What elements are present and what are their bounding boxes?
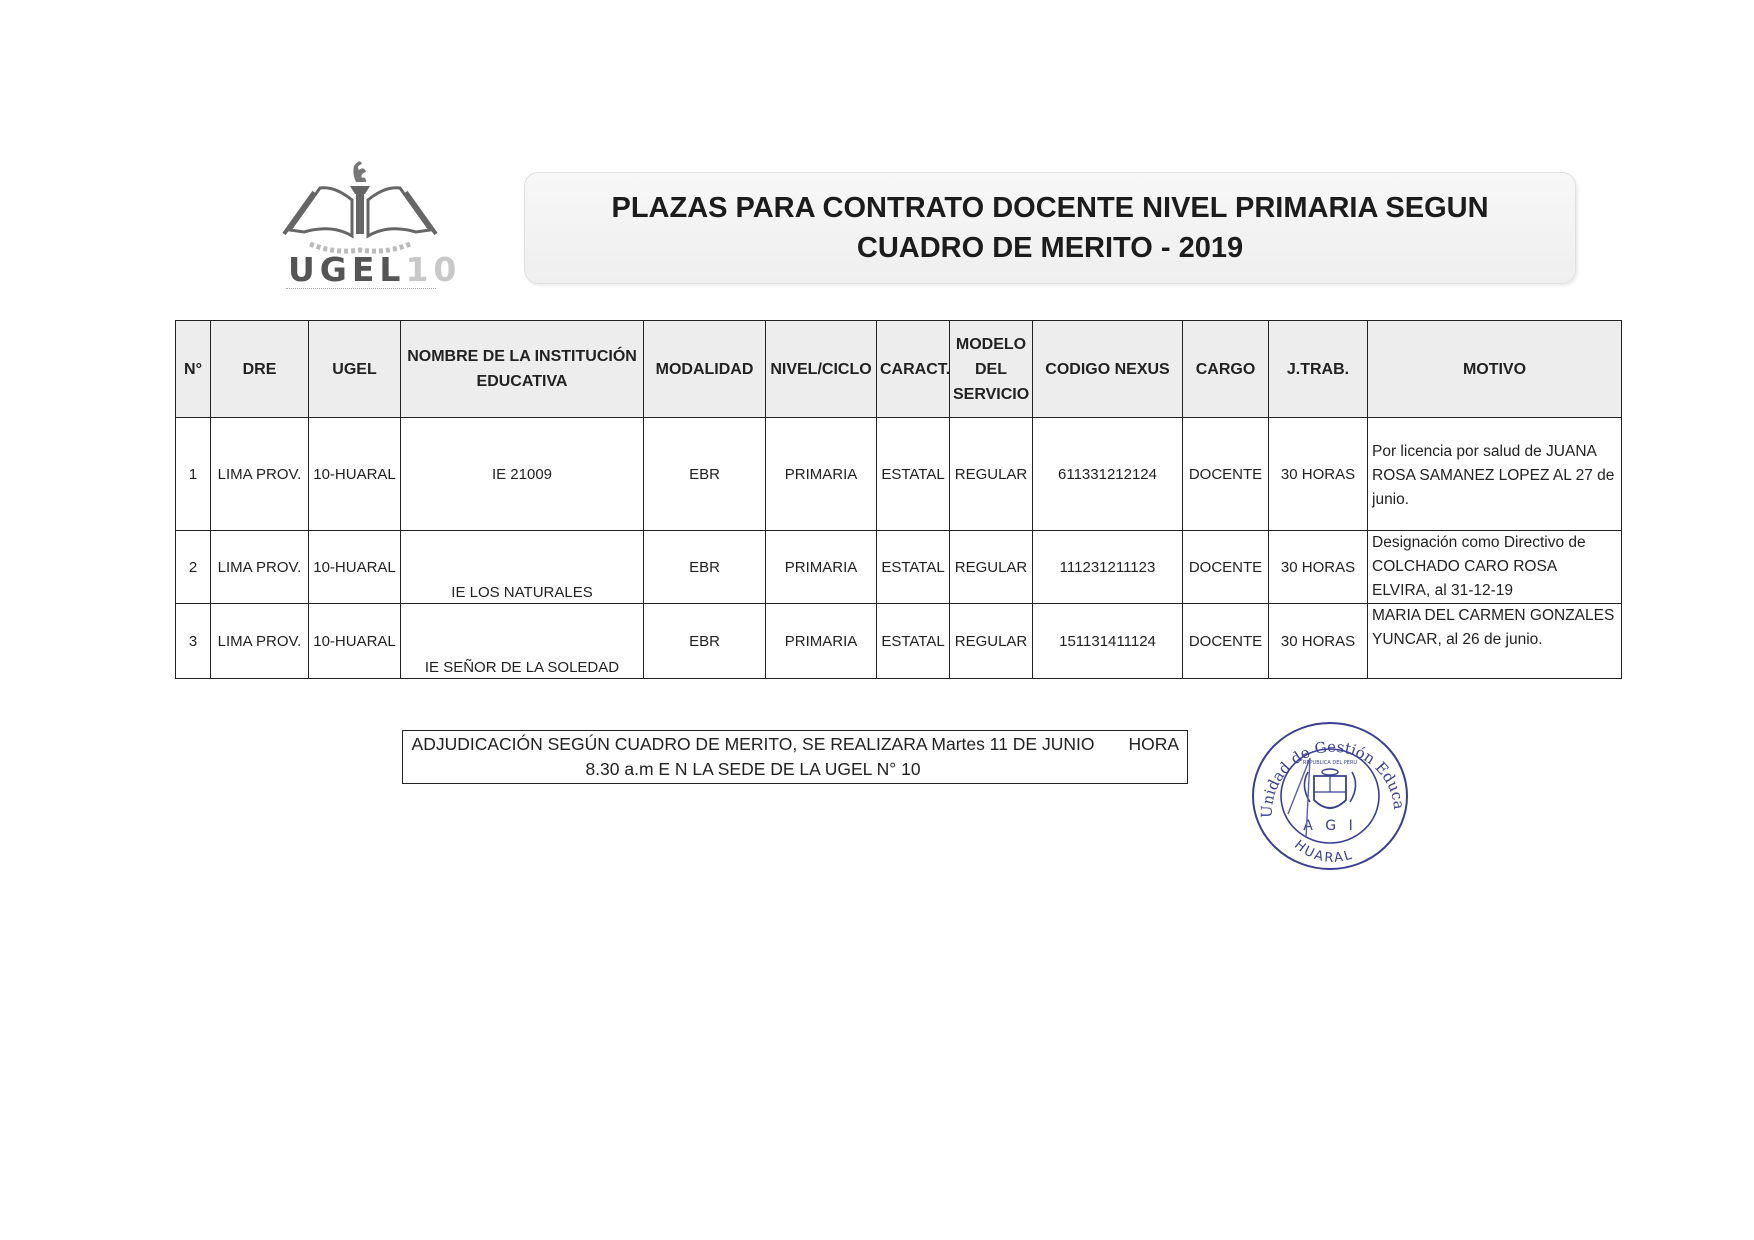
- header-modalidad: MODALIDAD: [644, 321, 766, 418]
- cell-ugel: 10-HUARAL: [309, 531, 401, 604]
- ugel-logo: [280, 158, 462, 292]
- cell-n: 3: [176, 604, 211, 679]
- cell-jtrab: 30 HORAS: [1269, 531, 1368, 604]
- adjudicacion-text: ADJUDICACIÓN SEGÚN CUADRO DE MERITO, SE REALIZARA Martes 11 DE JUNIO 8.30 a.m E N LA SEDE DE LA UGEL N° 10: [411, 734, 1095, 779]
- cell-modalidad: EBR: [644, 418, 766, 531]
- cell-ugel: 10-HUARAL: [309, 604, 401, 679]
- svg-text:Unidad de Gestión Educativa Lo: [1248, 718, 1408, 818]
- cell-motivo: Designación como Directivo de COLCHADO CARO ROSA ELVIRA, al 31-12-19: [1368, 531, 1622, 604]
- cell-nexus: 111231211123: [1033, 531, 1183, 604]
- cell-jtrab: 30 HORAS: [1269, 418, 1368, 531]
- seal-bottom-text: HUARAL: [1291, 837, 1356, 867]
- cell-caract: ESTATAL: [877, 604, 950, 679]
- cell-nivel: PRIMARIA: [766, 531, 877, 604]
- plazas-table: [175, 320, 1622, 679]
- cell-cargo: DOCENTE: [1183, 418, 1269, 531]
- cell-institucion: IE LOS NATURALES: [401, 531, 644, 604]
- cell-cargo: DOCENTE: [1183, 531, 1269, 604]
- cell-nexus: 611331212124: [1033, 418, 1183, 531]
- cell-modalidad: EBR: [644, 531, 766, 604]
- cell-modelo: REGULAR: [950, 531, 1033, 604]
- seal-center-text: A G I: [1303, 818, 1357, 834]
- page-title: PLAZAS PARA CONTRATO DOCENTE NIVEL PRIMARIA SEGUN CUADRO DE MERITO - 2019: [611, 192, 1489, 264]
- header-dre: DRE: [211, 321, 309, 418]
- cell-dre: LIMA PROV.: [211, 531, 309, 604]
- header-ugel: UGEL: [309, 321, 401, 418]
- header-jtrab: J.TRAB.: [1269, 321, 1368, 418]
- cell-dre: LIMA PROV.: [211, 604, 309, 679]
- cell-ugel: 10-HUARAL: [309, 418, 401, 531]
- header-modelo: MODELO DEL SERVICIO: [950, 321, 1033, 418]
- cell-nivel: PRIMARIA: [766, 604, 877, 679]
- cell-n: 1: [176, 418, 211, 531]
- cell-dre: LIMA PROV.: [211, 418, 309, 531]
- cell-modelo: REGULAR: [950, 604, 1033, 679]
- logo-underline: [286, 288, 436, 292]
- cell-motivo: MARIA DEL CARMEN GONZALES YUNCAR, al 26 de junio.: [1368, 604, 1622, 679]
- cell-caract: ESTATAL: [877, 531, 950, 604]
- header-cargo: CARGO: [1183, 321, 1269, 418]
- cell-nexus: 151131411124: [1033, 604, 1183, 679]
- cell-modalidad: EBR: [644, 604, 766, 679]
- table-row: [176, 418, 1622, 531]
- cell-institucion: IE SEÑOR DE LA SOLEDAD: [401, 604, 644, 679]
- seal-ring-text: Unidad de Gestión Educa: [1257, 737, 1409, 819]
- cell-cargo: DOCENTE: [1183, 604, 1269, 679]
- ugel-seal-stamp: [1248, 718, 1412, 872]
- cell-motivo: Por licencia por salud de JUANA ROSA SAMANEZ LOPEZ AL 27 de junio.: [1368, 418, 1622, 531]
- cell-jtrab: 30 HORAS: [1269, 604, 1368, 679]
- header-nexus: CODIGO NEXUS: [1033, 321, 1183, 418]
- seal-inner-text: REPUBLICA DEL PERU: [1302, 760, 1358, 766]
- cell-nivel: PRIMARIA: [766, 418, 877, 531]
- peru-coat-of-arms-seal-icon: [1248, 718, 1412, 872]
- logo-text: UGEL10: [288, 250, 462, 289]
- header-n: N°: [176, 321, 211, 418]
- header-institucion: NOMBRE DE LA INSTITUCIÓN EDUCATIVA: [401, 321, 644, 418]
- header-caract: CARACT.: [877, 321, 950, 418]
- hora-label: HORA: [1128, 734, 1179, 754]
- book-torch-icon: [280, 158, 440, 258]
- title-banner: [524, 172, 1576, 284]
- svg-text:HUARAL: [1291, 838, 1355, 866]
- cell-institucion: IE 21009: [401, 418, 644, 531]
- header-nivel: NIVEL/CICLO: [766, 321, 877, 418]
- adjudicacion-notice: [402, 730, 1188, 784]
- cell-caract: ESTATAL: [877, 418, 950, 531]
- table-row: [176, 531, 1622, 604]
- header-motivo: MOTIVO: [1368, 321, 1622, 418]
- cell-n: 2: [176, 531, 211, 604]
- cell-modelo: REGULAR: [950, 418, 1033, 531]
- table-header-row: [176, 321, 1622, 418]
- table-row: [176, 604, 1622, 679]
